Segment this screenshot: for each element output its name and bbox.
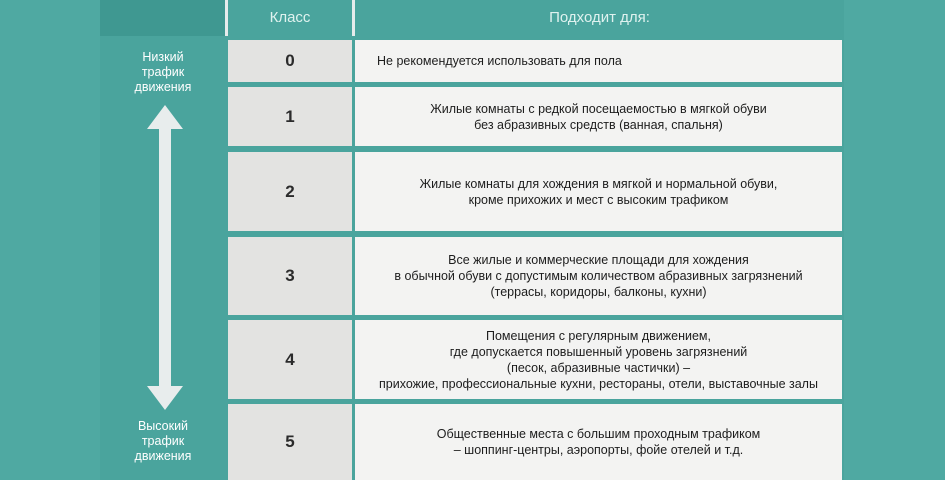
description-cell: Общественные места с большим проходным трафиком – шоппинг-центры, аэропорты, фойе отелей и т.д.	[355, 404, 842, 480]
double-arrow-icon	[145, 105, 185, 410]
class-cell: 1	[228, 87, 352, 146]
table-row	[228, 40, 842, 82]
description-cell: Помещения с регулярным движением, где допускается повышенный уровень загрязнений (песок, абразивные частички) – прихожие, профессиональные кухни, рестораны, отели, выставочные залы	[355, 320, 842, 399]
header-suits: Подходит для:	[549, 9, 650, 26]
description-cell: Жилые комнаты с редкой посещаемостью в мягкой обуви без абразивных средств (ванная, спальня)	[355, 87, 842, 146]
class-cell: 3	[228, 237, 352, 315]
table-row	[228, 87, 842, 146]
low-traffic-label: Низкий трафик движения	[134, 50, 192, 94]
description-cell: Все жилые и коммерческие площади для хождения в обычной обуви с допустимым количеством абразивных загрязнений (террасы, коридоры, балконы, кухни)	[355, 237, 842, 315]
class-cell: 0	[228, 40, 352, 82]
class-cell: 2	[228, 152, 352, 231]
class-cell: 4	[228, 320, 352, 399]
header-left-strip	[100, 0, 226, 36]
class-cell: 5	[228, 404, 352, 480]
header-class: Класс	[269, 9, 311, 26]
high-traffic-label: Высокий трафик движения	[134, 419, 192, 463]
description-cell: Жилые комнаты для хождения в мягкой и нормальной обуви, кроме прихожих и мест с высоким трафиком	[355, 152, 842, 231]
description-cell: Не рекомендуется использовать для пола	[355, 40, 842, 82]
header-divider	[225, 0, 228, 36]
table-row	[228, 404, 842, 480]
table-row	[228, 237, 842, 315]
table-row	[228, 320, 842, 399]
table-row	[228, 152, 842, 231]
